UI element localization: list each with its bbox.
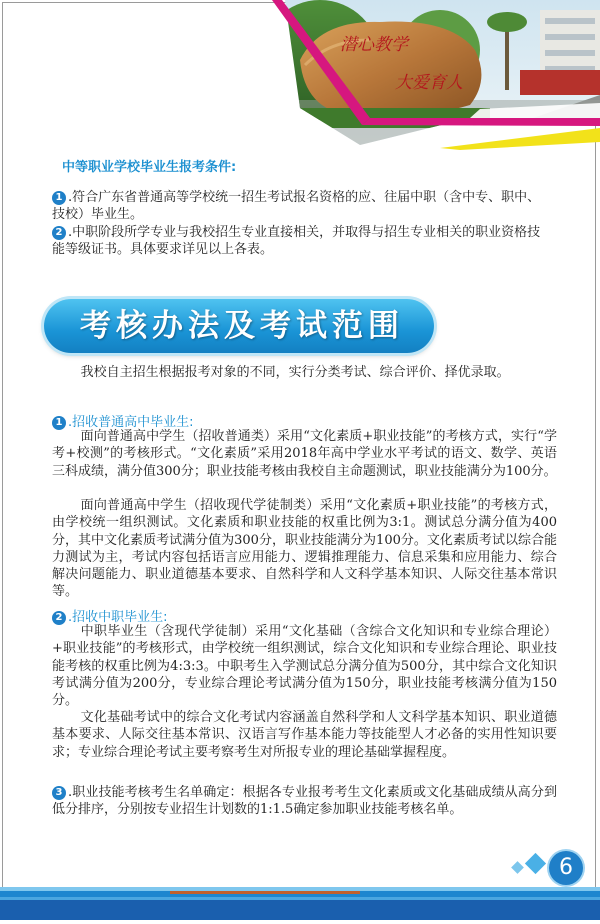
section2-heading-text: .招收中职毕业生: xyxy=(68,610,168,625)
footer-bar xyxy=(0,887,600,920)
magenta-stripe-bottom xyxy=(362,118,600,126)
conditions-title: 中等职业学校毕业生报考条件: xyxy=(62,160,237,175)
section2-paragraph-1: 中职毕业生（含现代学徒制）采用“文化基础（含综合文化知识和专业综合理论）+职业技能”的考核形式，由学校统一组织测试，综合文化知识和专业综合理论、职业技能考核的权重比例为4:3:3。中职考生入学测试总分满分值为500分，其中综合文化知识考试满分值为200分，专业综合理论考试满分值为150分，职业技能考核满分值为150分。 xyxy=(52,624,557,709)
intro-paragraph: 我校自主招生根据报考对象的不同，实行分类考试、综合评价、择优录取。 xyxy=(80,365,510,380)
number-badge-icon: 1 xyxy=(52,191,66,205)
condition-text: .符合广东省普通高等学校统一招生考试报名资格的应、往届中职（含中专、职中、技校）毕业生。 xyxy=(52,190,541,222)
page-number: 6 xyxy=(549,851,583,885)
condition-item-2 xyxy=(52,224,552,258)
banner-title: 考核办法及考试范围 xyxy=(80,308,404,344)
stone-inscription-line1: 潜心教学 xyxy=(340,35,408,55)
section1-heading-text: .招收普通高中毕业生: xyxy=(68,415,194,430)
section-banner xyxy=(44,299,434,353)
condition-item-1 xyxy=(52,189,552,223)
section3-text: .职业技能考核考生名单确定：根据各专业报考考生文化素质或文化基础成绩从高分到低分排序，分别按专业招生计划数的1:1.5确定参加职业技能考核名单。 xyxy=(52,785,557,818)
number-badge-icon: 2 xyxy=(52,611,66,625)
number-badge-icon: 1 xyxy=(52,416,66,430)
stone-inscription-line2: 大爱育人 xyxy=(395,73,463,93)
number-badge-icon: 3 xyxy=(52,786,66,800)
section2-paragraph-2: 文化基础考试中的综合文化考试内容涵盖自然科学和人文科学基本知识、职业道德基本要求、人际交往基本常识、汉语言写作基本能力等技能型人才必备的实用性知识要求；专业综合理论考试主要考察考生对所报专业的理论基础掌握程度。 xyxy=(52,710,557,760)
campus-photo-graphic xyxy=(0,0,600,150)
condition-text: .中职阶段所学专业与我校招生专业直接相关，并取得与招生专业相关的职业资格技能等级证书。具体要求详见以上各表。 xyxy=(52,225,541,257)
section1-paragraph-1: 面向普通高中学生（招收普通类）采用“文化素质+职业技能”的考核方式，实行“学考+校测”的考核形式。“文化素质”采用2018年高中学业水平考试的语文、数学、英语三科成绩，满分值300分；职业技能考核由我校自主命题测试，职业技能满分为100分。 xyxy=(52,429,557,479)
number-badge-icon: 2 xyxy=(52,226,66,240)
section3-paragraph xyxy=(52,784,557,819)
header-photo xyxy=(0,0,600,150)
yellow-stripe xyxy=(440,128,600,150)
section1-paragraph-2: 面向普通高中学生（招收现代学徒制类）采用“文化素质+职业技能”的考核方式，由学校统一组织测试。文化素质和职业技能的权重比例为3:1。测试总分满分值为400分，其中文化素质考试满分值为300分，职业技能满分为100分。文化素质考试以综合能力测试为主，考试内容包括语言应用能力、逻辑推理能力、信息采集和应用能力、综合解决问题能力、职业道德基本要求、自然科学和人文科学基本知识、人际交往基本常识等。 xyxy=(52,498,557,600)
